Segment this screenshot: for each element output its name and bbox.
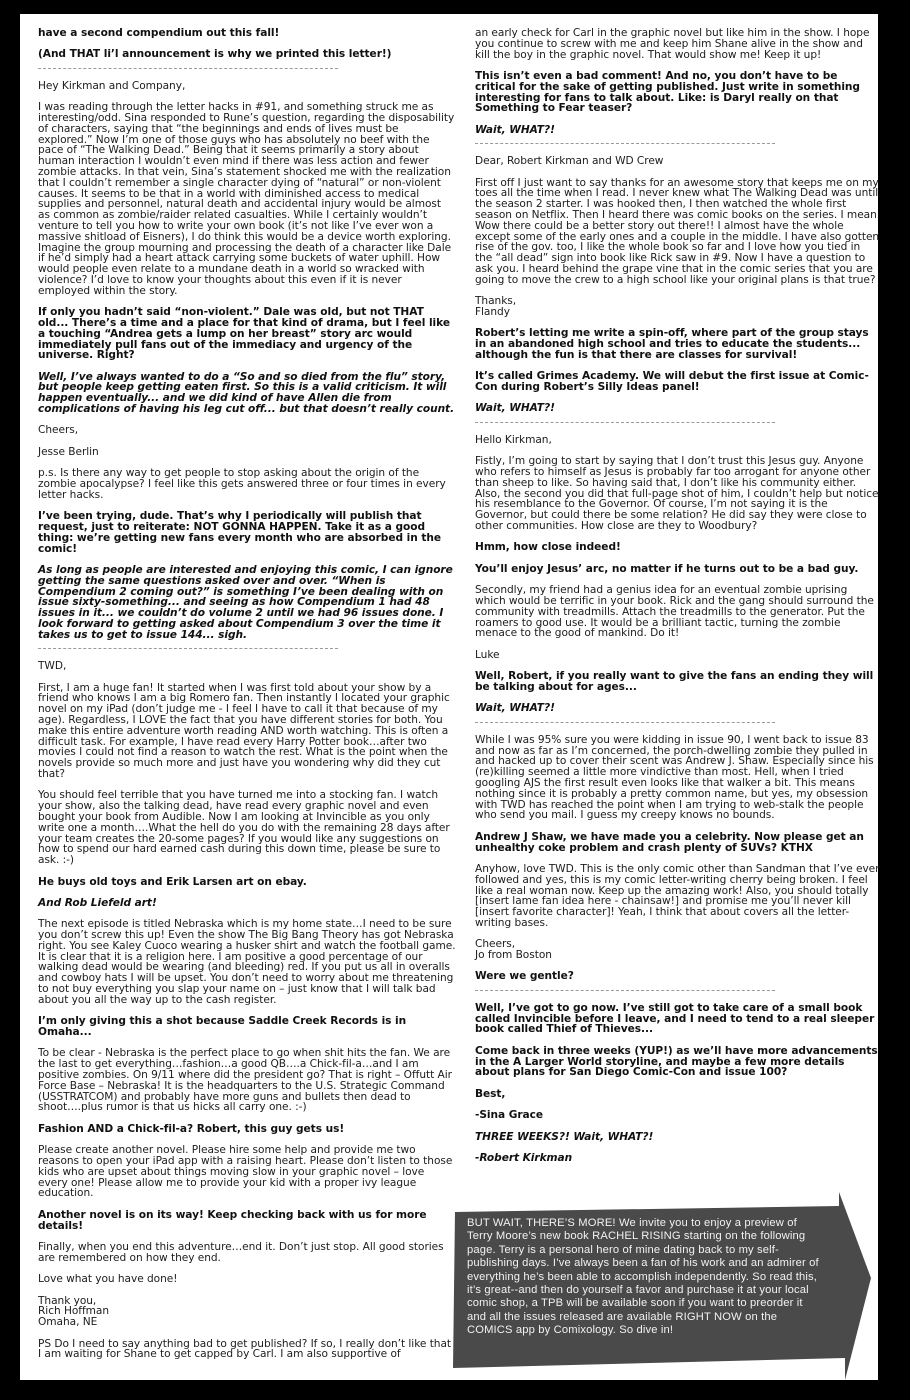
signature-line: Rich Hoffman: [38, 1305, 110, 1318]
letter-paragraph: While I was 95% sure you were kidding in issue 90, I went back to issue 83 and now as far as I’m concerned, the porch-dwelling zombie they pulled in and hacked up to cover their scent was Andrew J. Shaw. Especially since his (re)killing seemed a little more vindictive than most. Hell, when I tried googling AJS the first result even looks like that walker a bit. This means nothing since it is probably a pretty common name, but yes, my obsession with TWD has reached the point when I am trying to web-stalk the people who send you mail. I guess my creepy knows no bounds.: [475, 733, 874, 822]
letter-paragraph: You should feel terrible that you have turned me into a stocking fan. I watch your show, also the talking dead, have read every graphic novel and even bought your book from Audible. Now I am looking at Invincible as you only write one a month….What the hell do you do with the remaining 28 days after your team creates the 20-some pages? If you would like any suggestions on how to spend our hard earned cash during this down time, please be sure to ask. :-): [38, 789, 450, 867]
editor-reply: Another novel is on its way! Keep checking back with us for more details!: [38, 1208, 427, 1232]
signature-line: Thank you,: [38, 1294, 97, 1307]
section-divider: [475, 422, 775, 423]
letter-paragraph: Luke: [475, 648, 500, 661]
letter-paragraph: Please create another novel. Please hire some help and provide me two reasons to open your iPad app with a raising heart. Please don’t listen to those kids who are upset about things moving slow in your graphic novel – love every one! Please allow me to provide your kid with a proper ivy league education.: [38, 1144, 453, 1200]
letter-paragraph: Dear, Robert Kirkman and WD Crew: [475, 155, 664, 168]
editor-reply: You’ll enjoy Jesus’ arc, no matter if he turns out to be a bad guy.: [475, 562, 859, 575]
right-column: [475, 28, 880, 1174]
editor-aside: Wait, WHAT?!: [475, 402, 555, 415]
letter-paragraph: The next episode is titled Nebraska which is my home state…I need to be sure you don’t screw this up! Even the show The Big Bang Theory has got Nebraska right. You see Kaley Cuoco wearing a husker shirt and watch the football game. It is clear that it is a religion here. I am positive a good percentage of our walking dead would be wearing (and bleeding) red. If you put us all in overalls and cowboy hats I will be upset. You don’t need to worry about me threatening to not buy everything you slap your name on – just know that I will talk bad about you all the way up to the cash register.: [38, 918, 456, 1006]
letter-paragraph: Hey Kirkman and Company,: [38, 79, 186, 92]
editor-reply: Andrew J Shaw, we have made you a celebrity. Now please get an unhealthy coke problem and crash plenty of SUVs? KTHX: [475, 830, 864, 854]
letter-paragraph: Fistly, I’m going to start by saying that I don’t trust this Jesus guy. Anyone who refers to himself as Jesus is probably far too arrogant for anyone other than sheep to like. So having said that, I don’t like his community either. Also, the second you did that full-page shot of him, I couldn’t help but notice his resemblance to the Governor. Of course, I’m not saying it is the Governor, but could there be some relation? He did say they were close to other communities. How close are they to Woodbury?: [475, 455, 879, 533]
editor-aside: Well, I’ve always wanted to do a “So and so died from the flu” story, but people keep getting eaten first. So this is a valid criticism. It will happen eventually... and we did kind of have Allen die from complications of having his leg cut off... but that doesn’t really count.: [38, 370, 455, 416]
signature-line: Flandy: [475, 305, 510, 318]
section-divider: [475, 990, 775, 991]
editor-reply: I’ve been trying, dude. That’s why I periodically will publish that request, just to reiterate: NOT GONNA HAPPEN. Take it as a good thing: we’re getting new fans every month who are absorbed in the comic!: [38, 510, 441, 555]
editor-aside: THREE WEEKS?! Wait, WHAT?!: [475, 1130, 654, 1143]
editor-reply: Well, I’ve got to go now. I’ve still got to take care of a small book called Invincible before I leave, and I need to tend to a real sleeper book called Thief of Thieves...: [475, 1001, 875, 1036]
signature-line: Thanks,: [475, 295, 517, 308]
letter-paragraph: p.s. Is there any way to get people to stop asking about the origin of the zombie apocalypse? I feel like this gets answered three or four times in every letter hacks.: [38, 467, 446, 501]
editor-aside: And Rob Liefeld art!: [38, 896, 157, 909]
letter-paragraph: Finally, when you end this adventure…end it. Don’t just stop. All good stories are remembered on how they end.: [38, 1240, 444, 1264]
letter-paragraph: Hello Kirkman,: [475, 433, 552, 446]
section-divider: [38, 68, 338, 69]
letter-paragraph: To be clear - Nebraska is the perfect place to go when shit hits the fan. We are the last to get everything…fashion…a good QB….a Chick-fil-a…and I am positive zombies. On 9/11 where did the president go? That is right – Offutt Air Force Base – Nebraska! It is the headquarters to the U.S. Strategic Command (USSTRATCOM) and probably have more guns and bullets then dead to shoot….plus rumor is that us hicks all carry one. :-): [38, 1047, 452, 1114]
editor-aside: As long as people are interested and enjoying this comic, I can ignore getting the same questions asked over and over. “When is Compendium 2 coming out?” is something I’ve been dealing with on issue sixty-something... and seeing as how Compendium 1 had 48 issues in it... we couldn’t do volume 2 until we had 96 issues done. I look forward to getting asked about Compendium 3 over the time it takes us to get to issue 144... sigh.: [38, 564, 453, 641]
arrow-callout: [453, 1192, 873, 1378]
letter-paragraph: Secondly, my friend had a genius idea for an eventual zombie uprising which would be terrific in your book. Rick and the gang should surround the community with treadmills. Attach the treadmills to the generator. Put the roamers to good use. It would be a brilliant tactic, turning the zombie menace to the good of mankind. Do it!: [475, 584, 874, 640]
editor-reply: Hmm, how close indeed!: [475, 541, 621, 554]
editor-reply: have a second compendium out this fall!: [38, 27, 280, 39]
section-divider: [38, 648, 338, 649]
section-divider: [475, 722, 775, 723]
section-divider: [475, 143, 775, 144]
editor-aside: Wait, WHAT?!: [475, 702, 555, 715]
letter-paragraph: First, I am a huge fan! It started when I was first told about your show by a friend who knows I am a big Romero fan. Then instantly I located your graphic novel on my iPad (don’t judge me - I feel I have to call it that because of my age). Regardless, I LOVE the fact that you have different stories for both. You make this entire adventure worth reading AND worth watching. This is often a difficult task. For example, I have read every Harry Potter book…after two movies I could not find a reason to watch the rest. What is the point when the novels provide so much more and just have you wondering why did they cut that?: [38, 681, 450, 780]
left-column: [38, 28, 456, 1371]
signature-line: Jo from Boston: [475, 949, 552, 962]
letter-paragraph: an early check for Carl in the graphic novel but like him in the show. I hope you continue to screw with me and keep him Shane alive in the show and kill the boy in the graphic novel. That would show me! Keep it up!: [475, 27, 870, 61]
editor-aside: -Robert Kirkman: [475, 1152, 573, 1164]
letters-page: [20, 14, 878, 1380]
letter-paragraph: PS Do I need to say anything bad to get published? If so, I really don’t like that I am waiting for Shane to get capped by Carl. I am also supportive of: [38, 1337, 452, 1361]
editor-reply: If only you hadn’t said “non-violent.” Dale was old, but not THAT old... There’s a time and a place for that kind of drama, but I feel like a touching “Andrea gets a lump on her breast” story arc would immediately pull fans out of the immediacy and urgency of the universe. Right?: [38, 306, 450, 362]
letter-paragraph: First off I just want to say thanks for an awesome story that keeps me on my toes all the time when I read. I never knew what The Walking Dead was until the season 2 starter. I was hooked then, I then watched the whole first season on Netflix. Then I heard there was comic books on the series. I mean Wow there could be a better story out there!! I almost have the whole except some of the early ones and a couple in the middle. I have also gotten rise of the gov. too, I like the whole book so far and I love how you tied in the “all dead” sign into book like Rick saw in #9. Now I have a question to ask you. I heard behind the grape vine that in the comic series that you are going to move the crew to a high school like your original plans is that true?: [475, 176, 880, 286]
editor-reply: Were we gentle?: [475, 970, 574, 983]
editor-reply: I’m only giving this a shot because Saddle Creek Records is in Omaha...: [38, 1015, 407, 1039]
letter-paragraph: Love what you have done!: [38, 1273, 178, 1286]
editor-reply: He buys old toys and Erik Larsen art on ebay.: [38, 875, 307, 888]
editor-aside: Wait, WHAT?!: [475, 123, 555, 136]
editor-reply: This isn’t even a bad comment! And no, you don’t have to be critical for the sake of getting published. Just write in something interesting for fans to talk about. Like: is Daryl really on that Something to Fear teaser?: [475, 69, 860, 115]
letter-paragraph: Anyhow, love TWD. This is the only comic other than Sandman that I’ve ever followed and yes, this is my comic letter-writing cherry being broken. I feel like a real woman now. Keep up the amazing work! Also, you should totally [insert lame fan idea here - chainsaw!] and promise me you’ll never kill [insert favorite character]! Yeah, I think that about covers all the letter-writing bases.: [475, 862, 880, 929]
editor-reply: (And THAT li’l announcement is why we printed this letter!): [38, 48, 392, 61]
letter-paragraph: Cheers,: [38, 424, 79, 437]
letter-signature: [475, 939, 880, 961]
editor-reply: Come back in three weeks (YUP!) as we’ll have more advancements in the A Larger World storyline, and maybe a few more details about plans for San Diego Comic-Con and issue 100?: [475, 1044, 878, 1079]
letter-signature: [38, 1296, 456, 1328]
signature-line: Omaha, NE: [38, 1316, 98, 1329]
letter-paragraph: TWD,: [38, 660, 67, 673]
editor-reply: Best,: [475, 1087, 506, 1100]
signature-line: Cheers,: [475, 938, 516, 951]
letter-paragraph: I was reading through the letter hacks in #91, and something struck me as interesting/odd. Sina responded to Rune’s question, regarding the disposability of characters, saying that “the beginnings and ends of lives must be explored.” Now I’m one of those guys who has absolutely no beef with the pace of “The Walking Dead.” Being that it seems primarily a story about human interaction I wouldn’t even mind if there was less action and fewer zombie attacks. In that vein, Sina’s statement shocked me with the realization that I couldn’t remember a single character dying of “natural” or non-violent causes. It seems to be that in a world with diminished access to medical supplies and personnel, natural death and accidental injury would be almost as common as zombie/raider related casualties. While I certainly wouldn’t venture to tell you how to write your own book (it’s not like I’ve ever won a massive shitload of Eisners), I do think this would be a device worth exploring. Imagine the group mourning and processing the death of a character like Dale if he’d simply had a heart attack carrying some buckets of water uphill. How would people even relate to a mundane death in a world so wracked with violence? I’d love to know your thoughts about this even if it is never employed within the story.: [38, 101, 455, 297]
editor-reply: -Sina Grace: [475, 1109, 544, 1122]
editor-reply: It’s called Grimes Academy. We will debut the first issue at Comic-Con during Robert’s Silly Ideas panel!: [475, 370, 869, 394]
arrow-callout-text: BUT WAIT, THERE’S MORE! We invite you to enjoy a preview of Terry Moore’s new book RACHEL RISING starting on the following page. Terry is a personal hero of mine dating back to my self-publishing days. I’ve always been a fan of his work and an admirer of everything he’s been able to accomplish independently. So read this, it’s great--and then do yourself a favor and purchase it at your local comic shop, a TPB will be available soon if you want to preorder it and all the issues released are available RIGHT NOW on the COMICS app by Comixology. So dive in!: [467, 1217, 819, 1337]
letter-paragraph: Jesse Berlin: [38, 445, 99, 458]
letter-signature: [475, 296, 880, 318]
editor-reply: Robert’s letting me write a spin-off, where part of the group stays in an abandoned high school and tries to educate the students... although the fun is that there are classes for survival!: [475, 327, 869, 361]
editor-reply: Well, Robert, if you really want to give the fans an ending they will be talking about for ages...: [475, 670, 874, 693]
editor-reply: Fashion AND a Chick-fil-a? Robert, this guy gets us!: [38, 1122, 345, 1135]
